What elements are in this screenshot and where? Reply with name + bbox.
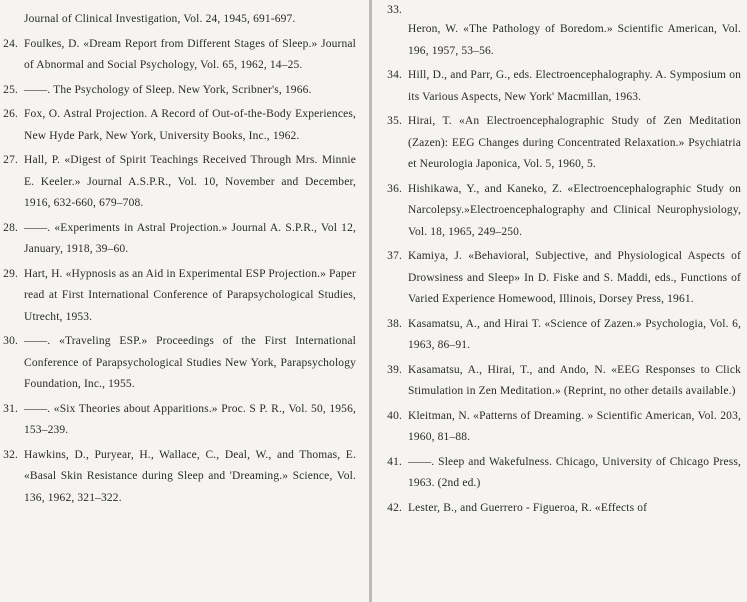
reference-number: 24.	[3, 37, 18, 50]
reference-entry	[0, 331, 362, 396]
reference-entry	[0, 0, 362, 31]
reference-number: 31.	[3, 402, 18, 415]
reference-text: ——. «Traveling ESP.» Proceedings of the First International Conference of Parapsychological Studies New York, Parapsychology Foundation, Inc., 1955.	[24, 335, 356, 390]
reference-entry	[0, 80, 362, 102]
reference-entry	[0, 218, 362, 261]
reference-number: 36.	[387, 182, 402, 195]
reference-entry	[0, 399, 362, 442]
reference-text: Heron, W. «The Pathology of Boredom.» Scientific American, Vol. 196, 1957, 53–56.	[408, 23, 741, 57]
reference-entry	[380, 65, 747, 108]
reference-number: 30.	[3, 335, 18, 347]
reference-text: Fox, O. Astral Projection. A Record of Out-of-the-Body Experiences, New Hyde Park, New York, University Books, Inc., 1962.	[24, 108, 356, 142]
reference-text: ——. The Psychology of Sleep. New York, Scribner's, 1966.	[24, 83, 312, 96]
reference-number: 34.	[387, 69, 402, 81]
reference-number: 32.	[3, 448, 18, 461]
reference-entry	[380, 498, 747, 520]
reference-entry	[0, 445, 362, 510]
reference-text: ——. «Experiments in Astral Projection.» Journal A. S.P.R., Vol 12, January, 1918, 39–60.	[24, 221, 356, 255]
reference-text: ——. Sleep and Wakefulness. Chicago, University of Chicago Press, 1963. (2nd ed.)	[408, 455, 741, 489]
reference-text: Lester, B., and Guerrero - Figueroa, R. «Effects of	[408, 501, 648, 514]
reference-text: ——. «Six Theories about Apparitions.» Proc. S P. R., Vol. 50, 1956, 153–239.	[24, 402, 356, 436]
reference-number: 28.	[3, 221, 18, 234]
reference-number: 29.	[3, 267, 18, 280]
reference-number: 26.	[3, 108, 18, 120]
reference-entry	[380, 360, 747, 403]
reference-entry	[0, 104, 362, 147]
reference-text: Kasamatsu, A., Hirai, T., and Ando, N. «EEG Responses to Click Stimulation in Zen Meditation.» (Reprint, no other details available.)	[408, 363, 741, 397]
reference-number: 33.	[387, 4, 402, 16]
reference-entry	[380, 452, 747, 495]
reference-entry	[0, 264, 362, 329]
reference-text: Hart, H. «Hypnosis as an Aid in Experimental ESP Projection.» Paper read at First International Conference of Parapsychological Studies, Utrecht, 1953.	[24, 267, 356, 323]
reference-entry	[380, 179, 747, 244]
reference-column-left	[0, 0, 362, 602]
reference-entry	[380, 314, 747, 357]
reference-number: 40.	[387, 409, 402, 422]
reference-text: Hill, D., and Parr, G., eds. Electroencephalography. A. Symposium on its Various Aspects, New York' Macmillan, 1963.	[408, 69, 741, 103]
reference-number: 42.	[387, 501, 402, 514]
column-divider	[369, 0, 372, 602]
reference-entry	[380, 0, 747, 62]
reference-text: Kasamatsu, A., and Hirai T. «Science of Zazen.» Psychologia, Vol. 6, 1963, 86–91.	[408, 317, 741, 351]
reference-entry	[0, 150, 362, 215]
reference-text: Kleitman, N. «Patterns of Dreaming. » Scientific American, Vol. 203, 1960, 81–88.	[408, 409, 741, 443]
reference-entry	[380, 111, 747, 176]
reference-number: 35.	[387, 115, 402, 127]
reference-number: 27.	[3, 154, 18, 166]
reference-text: Journal of Clinical Investigation, Vol. 24, 1945, 691-697.	[24, 13, 296, 25]
reference-text: Hawkins, D., Puryear, H., Wallace, C., Deal, W., and Thomas, E. «Basal Skin Resistance during Sleep and 'Dreaming.» Science, Vol. 136, 1962, 321–322.	[24, 448, 356, 504]
reference-text: Hirai, T. «An Electroencephalographic Study of Zen Meditation (Zazen): EEG Changes during Concentrated Relaxation.» Psychiatria et Neurologia Japonica, Vol. 5, 1960, 5.	[408, 115, 741, 170]
reference-number: 41.	[387, 455, 402, 468]
reference-number: 37.	[387, 250, 402, 262]
reference-column-right	[380, 0, 747, 602]
reference-entry	[0, 34, 362, 77]
reference-text: Hall, P. «Digest of Spirit Teachings Received Through Mrs. Minnie E. Keeler.» Journal A.S.P.R., Vol. 10, November and December, 1916, 632-660, 679–708.	[24, 154, 356, 209]
reference-text: Foulkes, D. «Dream Report from Different Stages of Sleep.» Journal of Abnormal and Social Psychology, Vol. 65, 1962, 14–25.	[24, 37, 356, 71]
reference-text: Kamiya, J. «Behavioral, Subjective, and Physiological Aspects of Drowsiness and Sleep» In D. Fiske and S. Maddi, eds., Functions of Varied Experience Homewood, Illinois, Dorsey Press, 1961.	[408, 250, 741, 305]
reference-entry	[380, 406, 747, 449]
reference-number: 38.	[387, 317, 402, 330]
reference-entry	[380, 246, 747, 311]
reference-number: 25.	[3, 83, 18, 96]
reference-text: Hishikawa, Y., and Kaneko, Z. «Electroencephalographic Study on Narcolepsy.»Electroencephalography and Clinical Neurophysiology, Vol. 18, 1965, 249–250.	[408, 182, 741, 238]
reference-number: 39.	[387, 363, 402, 376]
